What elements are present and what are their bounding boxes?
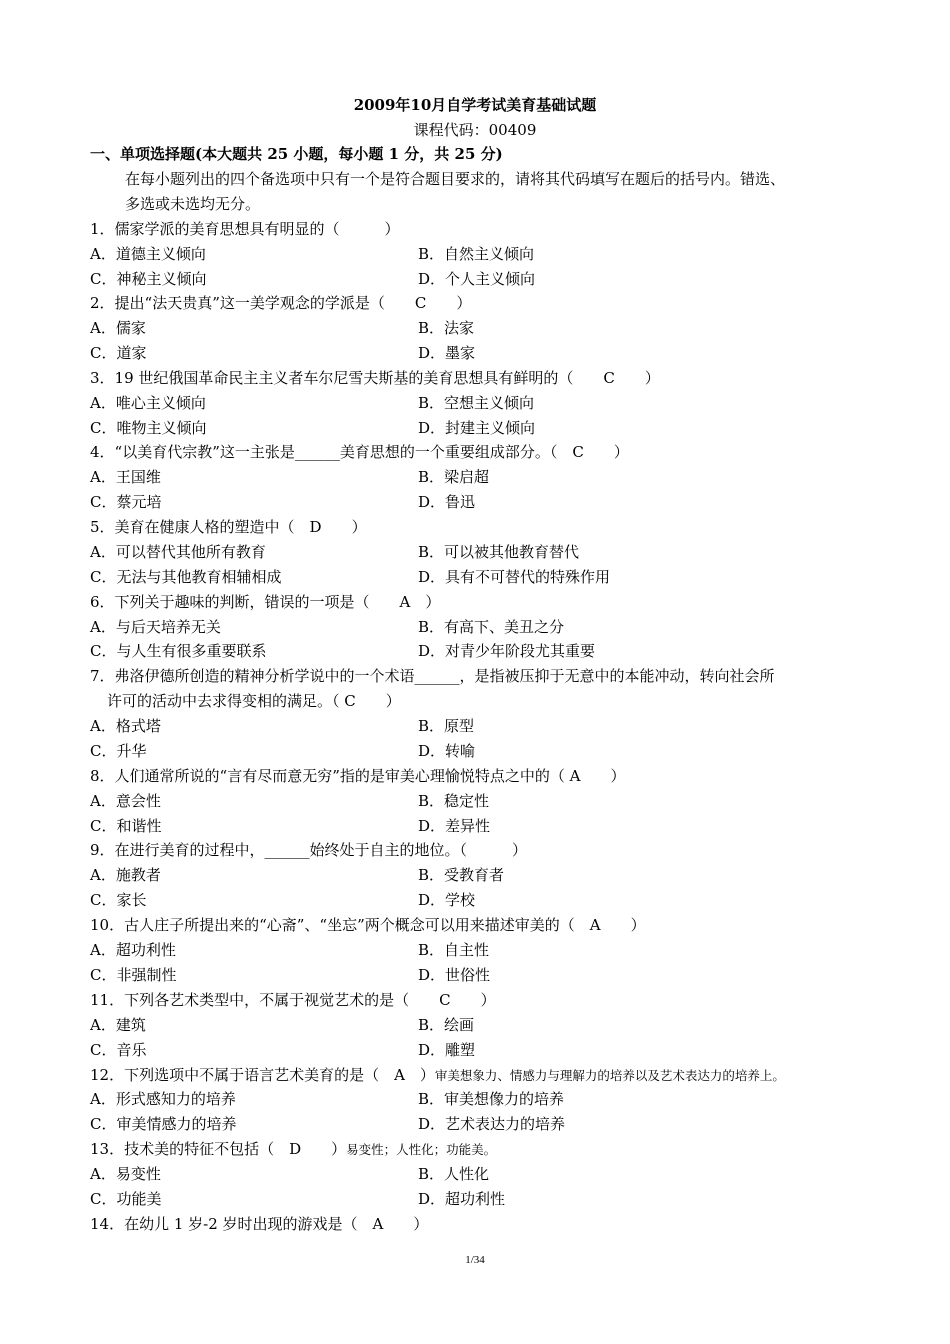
course-code: 课程代码：00409 bbox=[413, 121, 537, 139]
option-c: C．和谐性 bbox=[90, 817, 162, 835]
option-a: A．意会性 bbox=[90, 792, 161, 810]
option-c: C．升华 bbox=[90, 742, 147, 760]
instruction-line-2: 多选或未选均无分。 bbox=[125, 195, 261, 213]
option-a: A．与后天培养无关 bbox=[90, 618, 221, 636]
question-stem-continued: 许可的活动中去求得变相的满足。（ C ） bbox=[107, 692, 401, 710]
question-stem: 10．古人庄子所提出来的“心斋”、“坐忘”两个概念可以用来描述审美的（ A ） bbox=[90, 916, 646, 934]
question-stem: 7．弗洛伊德所创造的精神分析学说中的一个术语______，是指被压抑于无意中的本能冲动，转向社会所 bbox=[90, 667, 775, 685]
option-a: A．唯心主义倾向 bbox=[90, 394, 206, 412]
option-a: A．王国维 bbox=[90, 468, 161, 486]
option-b: B．法家 bbox=[418, 319, 475, 337]
question-stem: 14．在幼儿 1 岁-2 岁时出现的游戏是（ A ） bbox=[90, 1215, 429, 1233]
option-d: D．超功利性 bbox=[418, 1190, 506, 1208]
question-stem: 11．下列各艺术类型中，不属于视觉艺术的是（ C ） bbox=[90, 991, 496, 1009]
option-d: D．差异性 bbox=[418, 817, 491, 835]
section-heading: 一、单项选择题(本大题共 25 小题，每小题 1 分，共 25 分) bbox=[90, 145, 503, 163]
question-stem: 6．下列关于趣味的判断，错误的一项是（ A ） bbox=[90, 593, 441, 611]
question-stem: 1．儒家学派的美育思想具有明显的（ ） bbox=[90, 220, 400, 238]
option-b: B．自然主义倾向 bbox=[418, 245, 535, 263]
question-stem: 5．美育在健康人格的塑造中（ D ） bbox=[90, 518, 367, 536]
option-b: B．人性化 bbox=[418, 1165, 490, 1183]
option-b: B．自主性 bbox=[418, 941, 490, 959]
option-a: A．可以替代其他所有教育 bbox=[90, 543, 266, 561]
question-stem-row bbox=[90, 1139, 496, 1160]
instruction-line-1: 在每小题列出的四个备选项中只有一个是符合题目要求的，请将其代码填写在题后的括号内。错选、 bbox=[125, 170, 786, 188]
option-d: D．学校 bbox=[418, 891, 476, 909]
option-c: C．与人生有很多重要联系 bbox=[90, 642, 267, 660]
answer-note: 易变性；人性化；功能美。 bbox=[346, 1142, 497, 1157]
option-d: D．鲁迅 bbox=[418, 493, 476, 511]
option-d: D．雕塑 bbox=[418, 1041, 476, 1059]
option-c: C．音乐 bbox=[90, 1041, 147, 1059]
option-b: B．稳定性 bbox=[418, 792, 490, 810]
option-b: B．绘画 bbox=[418, 1016, 475, 1034]
question-stem: 12．下列选项中不属于语言艺术美育的是（ A ） bbox=[90, 1066, 435, 1084]
option-d: D．艺术表达力的培养 bbox=[418, 1115, 566, 1133]
page-title: 2009年10月自学考试美育基础试题 bbox=[353, 96, 597, 114]
question-stem: 4．“以美育代宗教”这一主张是______美育思想的一个重要组成部分。（ C ） bbox=[90, 443, 629, 461]
option-d: D．世俗性 bbox=[418, 966, 491, 984]
page-number: 1/34 bbox=[465, 1254, 485, 1266]
option-d: D．转喻 bbox=[418, 742, 476, 760]
question-stem: 2．提出“法天贵真”这一美学观念的学派是（ C ） bbox=[90, 294, 472, 312]
option-d: D．个人主义倾向 bbox=[418, 270, 536, 288]
option-d: D．封建主义倾向 bbox=[418, 419, 536, 437]
option-a: A．格式塔 bbox=[90, 717, 161, 735]
option-c: C．家长 bbox=[90, 891, 147, 909]
option-b: B．梁启超 bbox=[418, 468, 490, 486]
option-b: B．可以被其他教育替代 bbox=[418, 543, 580, 561]
answer-note: 审美想象力、情感力与理解力的培养以及艺术表达力的培养上。 bbox=[434, 1068, 785, 1083]
option-b: B．有高下、美丑之分 bbox=[418, 618, 565, 636]
option-d: D．具有不可替代的特殊作用 bbox=[418, 568, 611, 586]
option-c: C．道家 bbox=[90, 344, 147, 362]
option-a: A．道德主义倾向 bbox=[90, 245, 206, 263]
option-a: A．建筑 bbox=[90, 1016, 146, 1034]
option-d: D．对青少年阶段尤其重要 bbox=[418, 642, 596, 660]
option-c: C．功能美 bbox=[90, 1190, 162, 1208]
option-c: C．蔡元培 bbox=[90, 493, 162, 511]
option-c: C．神秘主义倾向 bbox=[90, 270, 207, 288]
option-a: A．超功利性 bbox=[90, 941, 176, 959]
option-c: C．唯物主义倾向 bbox=[90, 419, 207, 437]
question-stem: 3．19 世纪俄国革命民主主义者车尔尼雪夫斯基的美育思想具有鲜明的（ C ） bbox=[90, 369, 660, 387]
option-c: C．审美情感力的培养 bbox=[90, 1115, 237, 1133]
option-a: A．易变性 bbox=[90, 1165, 161, 1183]
option-c: C．非强制性 bbox=[90, 966, 177, 984]
option-b: B．原型 bbox=[418, 717, 475, 735]
option-b: B．受教育者 bbox=[418, 866, 505, 884]
question-stem: 9．在进行美育的过程中，______始终处于自主的地位。（ ） bbox=[90, 841, 528, 859]
option-c: C．无法与其他教育相辅相成 bbox=[90, 568, 282, 586]
option-a: A．施教者 bbox=[90, 866, 161, 884]
question-stem-row bbox=[90, 1065, 785, 1086]
option-b: B．空想主义倾向 bbox=[418, 394, 535, 412]
question-stem: 8．人们通常所说的“言有尽而意无穷”指的是审美心理愉悦特点之中的（ A ） bbox=[90, 767, 626, 785]
option-a: A．形式感知力的培养 bbox=[90, 1090, 236, 1108]
option-d: D．墨家 bbox=[418, 344, 476, 362]
question-stem: 13．技术美的特征不包括（ D ） bbox=[90, 1140, 347, 1158]
option-b: B．审美想像力的培养 bbox=[418, 1090, 565, 1108]
option-a: A．儒家 bbox=[90, 319, 146, 337]
